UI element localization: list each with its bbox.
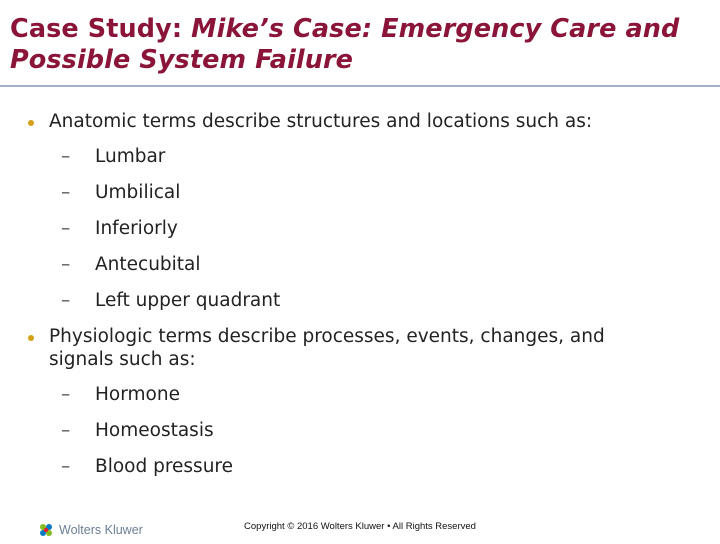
copyright-notice: Copyright © 2016 Wolters Kluwer • All Rights Reserved (244, 521, 476, 532)
dash-marker: – (61, 146, 71, 167)
subitem-text: Lumbar (95, 146, 166, 167)
wolters-kluwer-logo (36, 520, 143, 540)
bullet-dot (28, 120, 34, 126)
subitem-text: Left upper quadrant (95, 290, 281, 311)
title-case-name: Mike’s Case: Emergency Care and Possible System Failure (10, 14, 680, 75)
subitem-homeostasis (61, 419, 214, 442)
subitem-umbilical (61, 181, 181, 204)
subitem-inferiorly (61, 217, 178, 240)
dash-marker: – (61, 218, 71, 239)
wolters-kluwer-logo-icon (36, 520, 56, 540)
dash-marker: – (61, 456, 71, 477)
subitem-text: Inferiorly (95, 218, 178, 239)
bullet-dot (28, 335, 34, 341)
bullet-text: Anatomic terms describe structures and locations such as: (49, 111, 593, 132)
title-prefix: Case Study: (10, 14, 192, 44)
bullet-text-line2: signals such as: (49, 349, 196, 370)
subitem-text: Umbilical (95, 182, 181, 203)
logo-wordmark: Wolters Kluwer (59, 523, 143, 537)
dash-marker: – (61, 420, 71, 441)
subitem-text: Homeostasis (95, 420, 214, 441)
bullet-text-line1: Physiologic terms describe processes, events, changes, and (49, 326, 605, 347)
subitem-text: Antecubital (95, 254, 201, 275)
bullet-anatomic (49, 110, 689, 133)
dash-marker: – (61, 182, 71, 203)
dash-marker: – (61, 384, 71, 405)
subitem-blood-pressure (61, 455, 234, 478)
dash-marker: – (61, 254, 71, 275)
subitem-left-upper-quadrant (61, 289, 281, 312)
dash-marker: – (61, 290, 71, 311)
subitem-lumbar (61, 145, 166, 168)
bullet-physiologic (49, 325, 689, 371)
subitem-text: Hormone (95, 384, 180, 405)
subitem-antecubital (61, 253, 201, 276)
subitem-text: Blood pressure (95, 456, 234, 477)
subitem-hormone (61, 383, 180, 406)
